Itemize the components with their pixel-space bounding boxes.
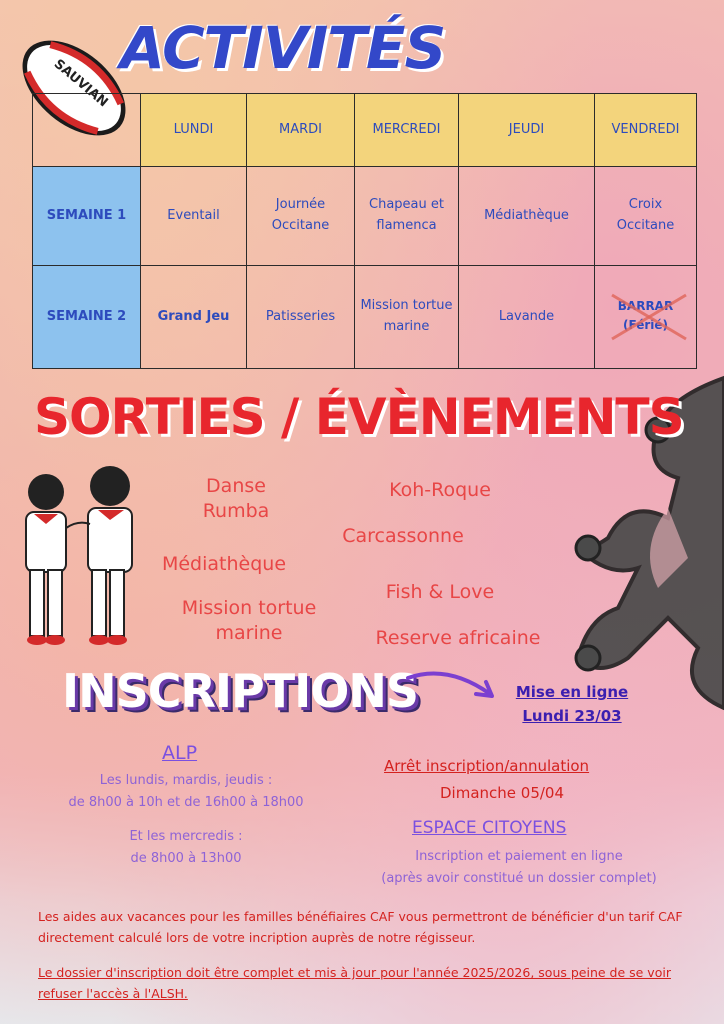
activity-cell: Patisseries xyxy=(247,266,355,369)
day-header: MARDI xyxy=(247,94,355,167)
mise-line1: Mise en ligne xyxy=(515,683,629,701)
activity-cell-holiday xyxy=(595,266,697,369)
activity-cell: Chapeau et flamenca xyxy=(355,167,459,266)
alp-line4: de 8h00 à 13h00 xyxy=(130,851,242,867)
sortie-reserve: Reserve africaine xyxy=(375,627,541,649)
alp-title: ALP xyxy=(162,742,198,764)
espace-citoyens-link[interactable]: ESPACE CITOYENS xyxy=(412,818,567,838)
table-row xyxy=(33,266,697,369)
day-header: LUNDI xyxy=(141,94,247,167)
activity-cell: Lavande xyxy=(459,266,595,369)
activity-cell: Croix Occitane xyxy=(595,167,697,266)
cross-icon xyxy=(606,291,692,343)
mise-line2: Lundi 23/03 xyxy=(522,707,622,725)
table-corner xyxy=(33,94,141,167)
footer-caf: Les aides aux vacances pour les familles bénéfiaires CAF vous permettront de bénéficier d'un tarif CAF directement calculé lors de votre incription auprès de notre régisseur. xyxy=(38,909,683,946)
sortie-fish-love: Fish & Love xyxy=(385,581,495,603)
day-header: MERCREDI xyxy=(355,94,459,167)
activity-cell: Médiathèque xyxy=(459,167,595,266)
people-illustration xyxy=(6,462,146,650)
espace-info xyxy=(346,846,692,890)
sortie-mediatheque: Médiathèque xyxy=(161,553,287,575)
week-label: SEMAINE 1 xyxy=(33,167,141,266)
logo-text: SAUVIAN xyxy=(50,56,111,111)
activites-title: ACTIVITÉS xyxy=(120,14,446,82)
activity-cell: Mission tortue marine xyxy=(355,266,459,369)
holiday-label xyxy=(610,297,682,335)
footer-dossier: Le dossier d'inscription doit être complet et mis à jour pour l'année 2025/2026, sous peine de se voir refuser l'accès à l'ALSH. xyxy=(38,965,671,1002)
week-label: SEMAINE 2 xyxy=(33,266,141,369)
dimanche-date: Dimanche 05/04 xyxy=(440,784,565,802)
activity-cell: Eventail xyxy=(141,167,247,266)
sorties-title: SORTIES / ÉVÈNEMENTS xyxy=(34,388,684,446)
day-header: JEUDI xyxy=(459,94,595,167)
inscriptions-title: INSCRIPTIONS xyxy=(62,664,418,718)
table-header-row xyxy=(33,94,697,167)
alp-line3: Et les mercredis : xyxy=(129,829,243,845)
table-row xyxy=(33,167,697,266)
sortie-mission-tortue: Mission tortue marine xyxy=(181,597,317,644)
espace-line2: (après avoir constitué un dossier complet) xyxy=(381,871,657,887)
mise-en-ligne xyxy=(494,680,650,728)
sortie-koh-roque: Koh-Roque xyxy=(389,479,491,501)
alp-line1: Les lundis, mardis, jeudis : xyxy=(99,773,273,788)
arrow-icon xyxy=(404,664,500,704)
alp-hours xyxy=(30,770,342,870)
sortie-danse: Danse Rumba xyxy=(202,475,270,522)
holiday-text: BARRAR (Férié) xyxy=(617,299,674,333)
activity-cell: Journée Occitane xyxy=(247,167,355,266)
sortie-carcassonne: Carcassonne xyxy=(342,525,464,547)
activity-cell: Grand Jeu xyxy=(141,266,247,369)
schedule-table xyxy=(32,93,697,369)
day-header: VENDREDI xyxy=(595,94,697,167)
espace-line1: Inscription et paiement en ligne xyxy=(415,849,623,864)
alp-line2: de 8h00 à 10h et de 16h00 à 18h00 xyxy=(68,795,304,811)
arret-inscription: Arrêt inscription/annulation xyxy=(384,757,590,775)
